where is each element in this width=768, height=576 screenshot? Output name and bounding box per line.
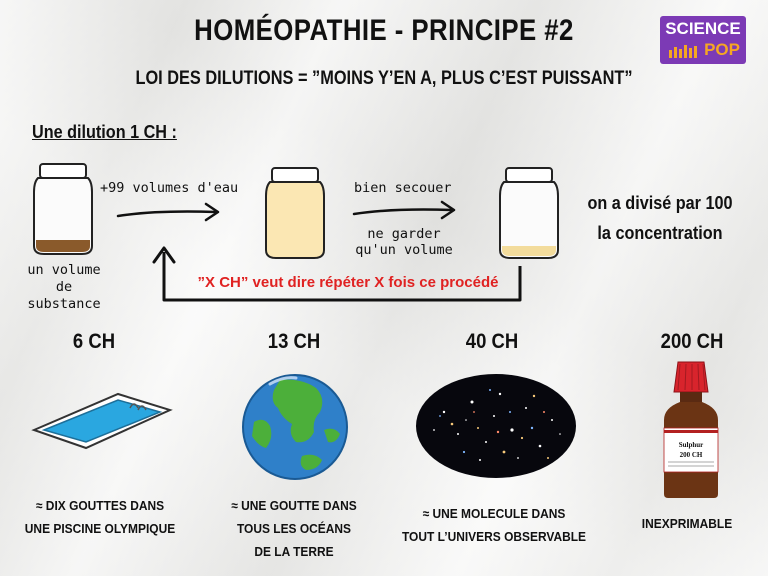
example-40ch-caption [395,502,594,548]
arrow-right-icon [116,200,224,224]
example-6ch-caption-line-2: UNE PISCINE OLYMPIQUE [24,521,176,536]
jar1-label-line-1: un volume [27,262,101,278]
example-200ch-label: 200 CH [660,330,724,353]
example-13ch-caption-line-1: ≈ UNE GOUTTE DANS [231,498,357,513]
example-200ch-caption [618,512,756,535]
page-title: HOMÉOPATHIE - PRINCIPE #2 [194,14,574,47]
example-40ch-caption-line-1: ≈ UNE MOLECULE DANS [422,506,566,521]
conclusion-text [584,188,735,248]
example-40ch-label: 40 CH [465,330,519,353]
example-13ch-label: 13 CH [267,330,321,353]
step1-label: +99 volumes d'eau [100,180,239,196]
example-6ch-caption-line-1: ≈ DIX GOUTTES DANS [35,498,165,513]
universe-icon [414,372,578,480]
example-6ch-label: 6 CH [72,330,116,353]
repeat-note: ”X CH” veut dire répéter X fois ce procédé [197,274,499,291]
example-200ch-caption-line-1: INEXPRIMABLE [641,516,733,531]
example-13ch-caption [204,494,384,563]
step2-sublabel-line-1: ne garder [367,226,441,242]
step2-sublabel-line-2: qu'un volume [355,242,453,258]
remedy-bottle-icon [656,358,726,500]
logo-bars-icon [669,44,699,58]
example-40ch-caption-line-2: TOUT L’UNIVERS OBSERVABLE [401,529,587,544]
dilution-heading: Une dilution 1 CH : [32,122,177,142]
earth-icon [240,372,350,482]
science-pop-logo [660,16,746,64]
conclusion-line-1: on a divisé par 100 [587,193,733,213]
jar-substance-icon [30,162,96,258]
bottle-dose: 200 CH [679,451,703,459]
example-6ch-caption [10,494,190,540]
arrow-right-icon [352,198,460,222]
logo-line-2: POP [704,40,740,59]
jar1-label-line-2: de substance [27,279,101,312]
example-13ch-caption-line-2: TOUS LES OCÉANS [236,521,352,536]
logo-line-1: SCIENCE [665,19,741,38]
conclusion-line-2: la concentration [597,223,723,243]
pool-icon [30,388,174,454]
example-13ch-caption-line-3: DE LA TERRE [254,544,334,559]
jar1-label [16,262,112,313]
page-subtitle: LOI DES DILUTIONS = ”MOINS Y’EN A, PLUS C’EST PUISSANT” [135,68,633,89]
bottle-name: Sulphur [678,441,704,449]
step2-label: bien secouer [354,180,452,196]
